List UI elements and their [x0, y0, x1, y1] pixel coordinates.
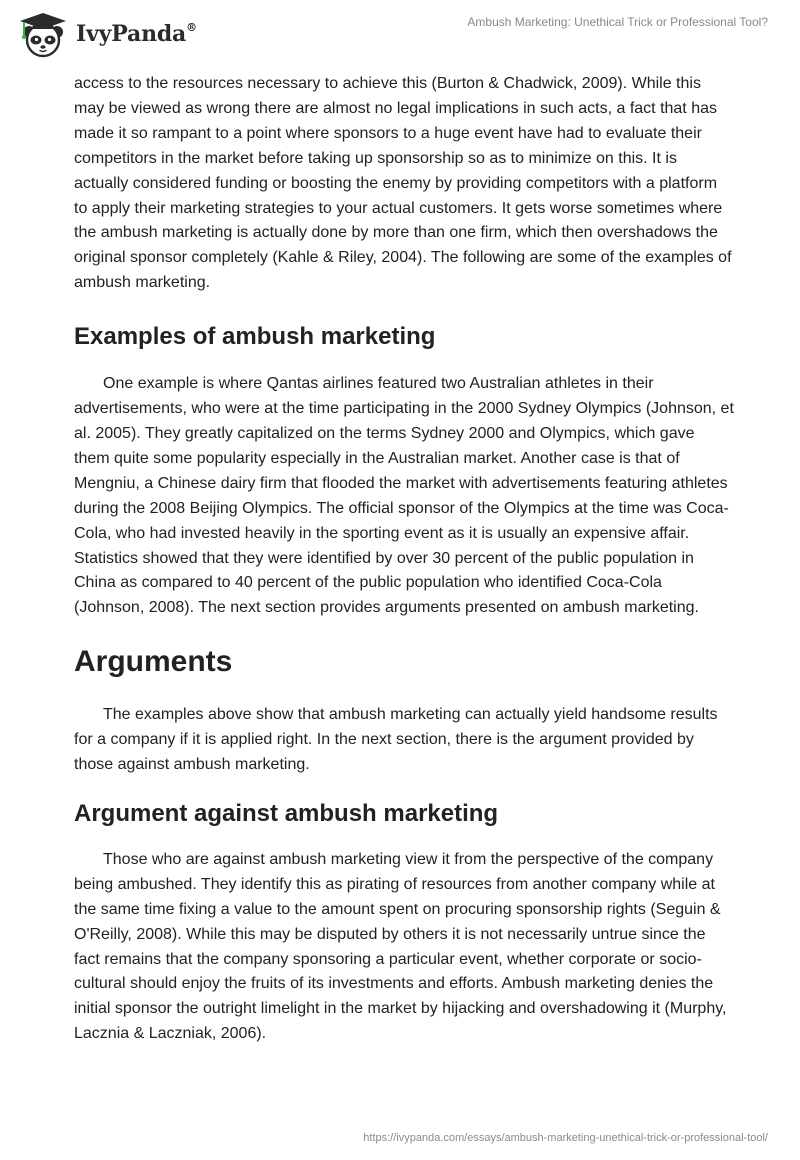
paragraph-examples: One example is where Qantas airlines featured two Australian athletes in their advertisements, who were at the time participating in the 2000 Sydney Olympics (Johnson, et al. 2005). They greatly capitalized on the terms Sydney 2000 and Olympics, which gave them quite some popularity especially in the Australian market. Another case is that of Mengniu, a Chinese dairy firm that flooded the market with advertisements featuring athletes during the 2008 Beijing Olympics. The official sponsor of the Olympics at the time was Coca-Cola, who had invested heavily in the sporting event as it is usually an expensive affair. Statistics showed that they were identified by over 30 percent of the public population in China as compared to 40 percent of the public population who identified Coca-Cola (Johnson, 2008). The next section provides arguments presented on ambush marketing.	[74, 375, 734, 617]
document-title: Ambush Marketing: Unethical Trick or Professional Tool?	[467, 15, 768, 29]
essay-body	[74, 72, 734, 1047]
page-header	[0, 0, 800, 70]
heading-argument-against: Argument against ambush marketing	[74, 799, 499, 827]
panda-graduation-cap-icon	[16, 10, 70, 58]
source-url[interactable]: https://ivypanda.com/essays/ambush-marketing-unethical-trick-or-professional-tool/	[363, 1132, 768, 1144]
heading-examples: Examples of ambush marketing	[74, 323, 436, 351]
ivypanda-logo[interactable]	[16, 10, 197, 58]
registered-mark: ®	[186, 20, 197, 34]
brand-name: IvyPanda®	[76, 20, 197, 47]
heading-arguments: Arguments	[74, 645, 233, 679]
paragraph-argument-against: Those who are against ambush marketing view it from the perspective of the company being ambushed. They identify this as pirating of resources from another company while at the same time fixing a value to the amount spent on procuring sponsorship rights (Seguin & O'Reilly, 2008). While this may be disputed by others it is not necessarily untrue since the fact remains that the company sponsoring a particular event, whether corporate or socio-cultural should enjoy the fruits of its investments and efforts. Ambush marketing denies the initial sponsor the outright limelight in the market by hijacking and overshadowing it (Murphy, Lacznia & Laczniak, 2006).	[74, 850, 727, 1043]
paragraph-arguments: The examples above show that ambush marketing can actually yield handsome results for a company if it is applied right. In the next section, there is the argument provided by those against ambush marketing.	[74, 706, 718, 774]
paragraph-intro-continued: access to the resources necessary to achieve this (Burton & Chadwick, 2009). While this may be viewed as wrong there are almost no legal implications in such acts, a fact that has made it so rampant to a point where sponsors to a huge event have had to evaluate their competitors in the market before taking up sponsorship so as to minimize on this. It is actually considered funding or boosting the enemy by providing competitors with a platform to apply their marketing strategies to your actual customers. It gets worse sometimes where the ambush marketing is actually done by more than one firm, which then overshadows the original sponsor completely (Kahle & Riley, 2004). The following are some of the examples of ambush marketing.	[74, 75, 732, 292]
